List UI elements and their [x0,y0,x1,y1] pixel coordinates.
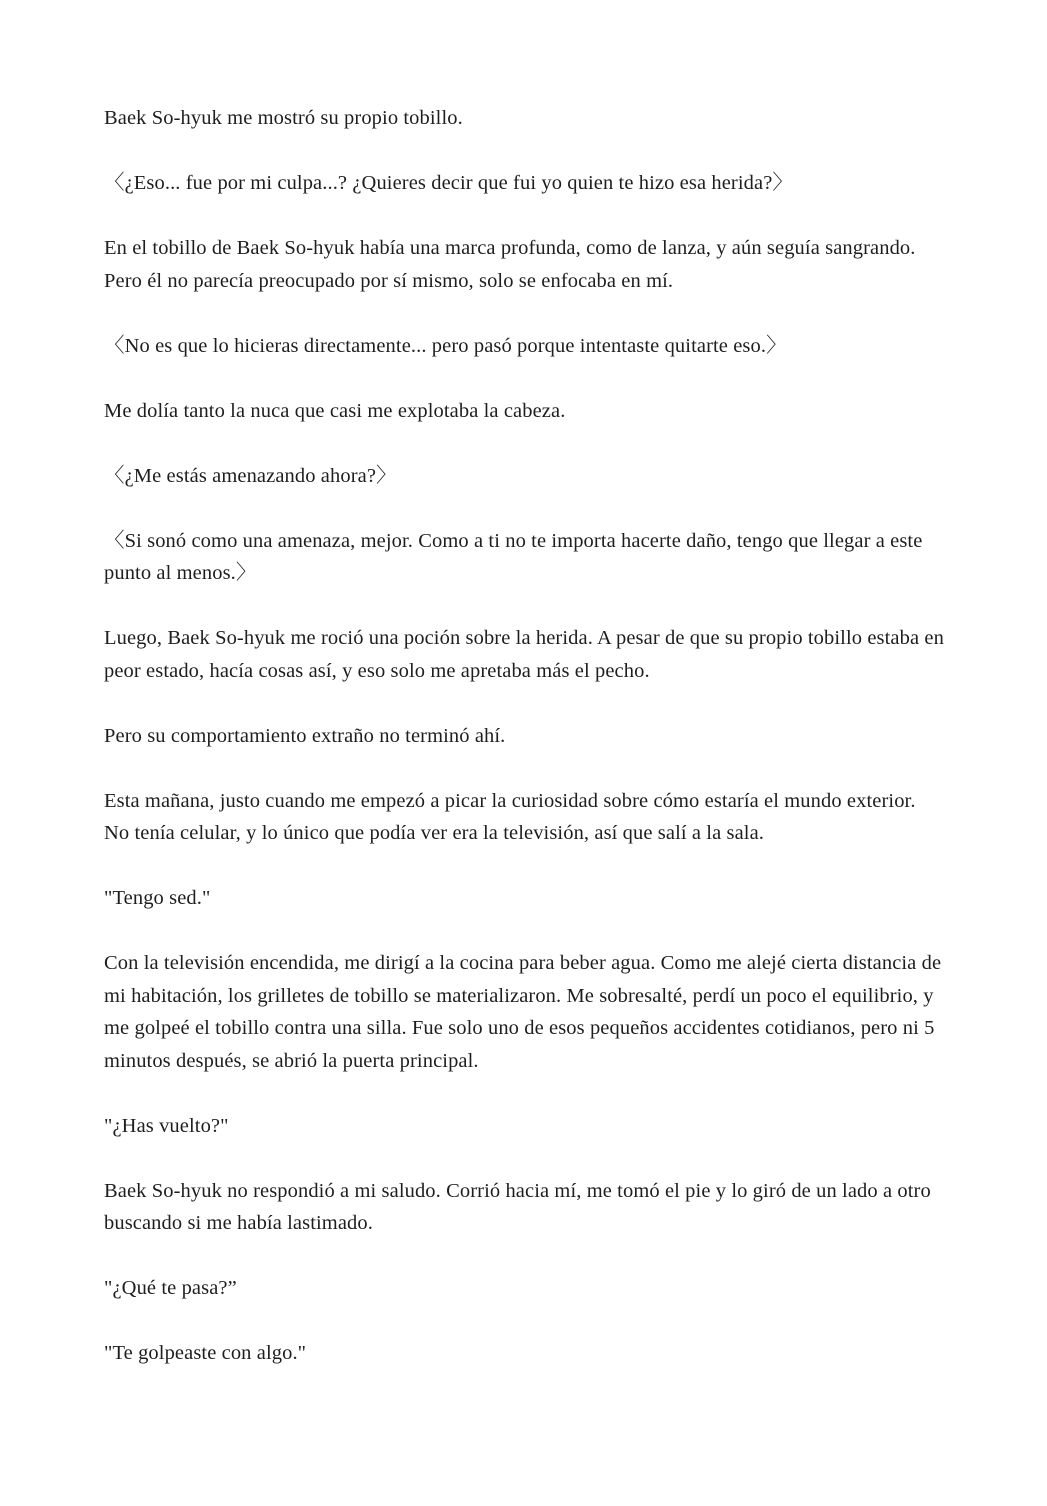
paragraph-7-dialogue: 〈Si sonó como una amenaza, mejor. Como a ti no te importa hacerte daño, tengo que llegar a este punto al menos.〉 [104,529,923,584]
paragraph-10: Esta mañana, justo cuando me empezó a picar la curiosidad sobre cómo estaría el mundo exterior. No tenía celular, y lo único que podía ver era la televisión, así que salí a la sala. [104,789,916,844]
paragraph-13-quote: "¿Has vuelto?" [104,1114,229,1137]
paragraph-1: Baek So-hyuk me mostró su propio tobillo. [104,107,463,129]
paragraph-4-dialogue: 〈No es que lo hicieras directamente... pero pasó porque intentaste quitarte eso.〉 [104,334,787,357]
document-body [104,102,944,1402]
paragraph-3: En el tobillo de Baek So-hyuk había una marca profunda, como de lanza, y aún seguía sangrando. Pero él no parecía preocupado por sí mismo, solo se enfocaba en mí. [104,237,916,292]
paragraph-12: Con la televisión encendida, me dirigí a la cocina para beber agua. Como me alejé cierta distancia de mi habitación, los grilletes de tobillo se materializaron. Me sobresalté, perdí un poco el equilibrio, y me golpeé el tobillo contra una silla. Fue solo uno de esos pequeños accidentes cotidianos, pero ni 5 minutos después, se abrió la puerta principal. [104,952,942,1072]
paragraph-6-dialogue: 〈¿Me estás amenazando ahora?〉 [104,464,397,487]
paragraph-14: Baek So-hyuk no respondió a mi saludo. Corrió hacia mí, me tomó el pie y lo giró de un lado a otro buscando si me había lastimado. [104,1179,931,1234]
paragraph-9: Pero su comportamiento extraño no terminó ahí. [104,724,506,747]
paragraph-16-quote: "Te golpeaste con algo." [104,1342,307,1364]
paragraph-11-quote: "Tengo sed." [104,887,211,909]
paragraph-8: Luego, Baek So-hyuk me roció una poción sobre la herida. A pesar de que su propio tobillo estaba en peor estado, hacía cosas así, y eso solo me apretaba más el pecho. [104,627,944,682]
paragraph-15-quote: "¿Qué te pasa?” [104,1277,237,1299]
paragraph-2-dialogue: 〈¿Eso... fue por mi culpa...? ¿Quieres decir que fui yo quien te hizo esa herida?〉 [104,172,794,194]
paragraph-5: Me dolía tanto la nuca que casi me explotaba la cabeza. [104,399,566,422]
